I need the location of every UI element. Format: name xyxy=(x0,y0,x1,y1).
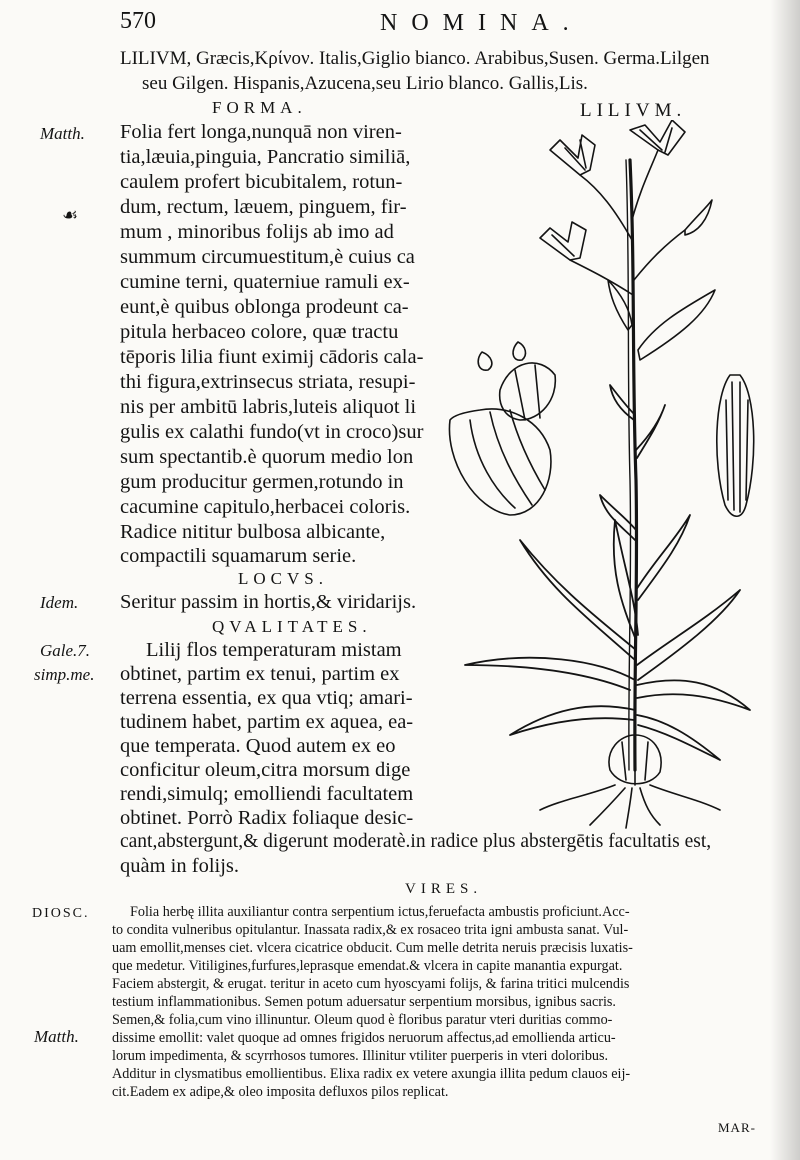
vires-line: to condita vulneribus opitulantur. Inassata radix,& ex rosaceo trita igni ambusta sanat. Vul- xyxy=(112,922,629,938)
margin-note-diosc: DIOSC. xyxy=(32,906,90,921)
seed-drawing xyxy=(478,352,492,370)
vires-heading: VIRES. xyxy=(405,881,483,897)
qualitates-line: terrena essentia, ex qua vtiq; amari- xyxy=(120,687,413,709)
vires-line: lorum impedimenta, & scyrrhosos tumores. Illinitur vtiliter puerperis in vteri doloribus. xyxy=(112,1048,609,1064)
forma-line: Radice nititur bulbosa albicante, xyxy=(120,521,386,543)
vires-line: Additur in clysmatibus emollientibus. Elixa radix ex vetere axungia illita pedum clauos eij- xyxy=(112,1066,631,1082)
petal-drawing-left xyxy=(449,363,555,515)
lily-flower xyxy=(550,135,595,175)
qualitates-heading: QVALITATES. xyxy=(212,617,372,636)
seed-drawing xyxy=(513,342,525,360)
qualitates-line: obtinet, partim ex tenui, partim ex xyxy=(120,663,400,685)
forma-line: caulem profert bicubitalem, rotun- xyxy=(120,171,403,193)
margin-note-matth: Matth. xyxy=(40,124,85,143)
locus-text: Seritur passim in hortis,& viridarijs. xyxy=(120,591,417,613)
forma-line: cumine terni, quaterniue ramuli ex- xyxy=(120,271,410,293)
forma-heading: FORMA. xyxy=(212,98,307,117)
forma-line: dum, rectum, læuem, pinguem, fir- xyxy=(120,196,407,218)
qualitates-line: tudinem habet, partim ex aquea, ea- xyxy=(120,711,414,733)
running-title: NOMINA. xyxy=(380,10,583,36)
forma-line: cacumine capitulo,herbacei coloris. xyxy=(120,496,411,518)
lily-flower xyxy=(630,120,685,155)
qualitates-line: que temperata. Quod autem ex eo xyxy=(120,735,396,757)
qualitates-line: cant,abstergunt,& digerunt moderatè.in radice plus abstergētis facultatis est, xyxy=(120,831,712,852)
forma-line: thi figura,extrinsecus striata, resupi- xyxy=(120,371,416,393)
margin-note-simp: simp.me. xyxy=(34,665,95,684)
seed-pod-drawing xyxy=(717,375,754,516)
page-number: 570 xyxy=(120,8,156,34)
qualitates-line: rendi,simulq; emolliendi facultatem xyxy=(120,783,414,805)
vires-line: Faciem abstergit, & erugat. teritur in aceto cum hyoscyami folijs, & farina tritici mulcendis xyxy=(112,976,630,992)
margin-note-idem: Idem. xyxy=(40,593,79,612)
qualitates-line: quàm in folijs. xyxy=(120,855,240,877)
locus-heading: LOCVS. xyxy=(238,569,328,588)
forma-line: tia,læuia,pinguia, Pancratio similiā, xyxy=(120,146,411,168)
margin-note-matth: Matth. xyxy=(34,1027,79,1046)
vires-line: Semen,& folia,cum vino illinuntur. Oleum quod è floribus paratur vteri duritias commo- xyxy=(112,1012,613,1028)
vires-line: uam emollit,menses ciet. vlcera cicatrice obducit. Cum melle detrita neruis præcisis luxatis- xyxy=(112,940,633,956)
forma-line: Folia fert longa,nunquā non viren- xyxy=(120,121,402,143)
lily-bulb xyxy=(540,735,720,828)
forma-line: eunt,è quibus oblonga prodeunt ca- xyxy=(120,296,409,318)
lily-leaves xyxy=(465,385,750,760)
catchword: MAR- xyxy=(718,1120,756,1135)
page-edge-shadow xyxy=(770,0,800,1160)
forma-line: gum producitur germen,rotundo in xyxy=(120,471,404,493)
forma-line: summum circumuestitum,è cuius ca xyxy=(120,246,415,268)
margin-note-galen: Gale.7. xyxy=(40,641,91,660)
vires-line: cit.Eadem ex adipe,& oleo imposita defluxos pilos replicat. xyxy=(112,1084,449,1100)
lily-bud xyxy=(685,200,712,235)
forma-line: gulis ex calathi fundo(vt in croco)sur xyxy=(120,421,424,443)
plant-names-line-1: LILIVM, Græcis,Κρίνον. Italis,Giglio bianco. Arabibus,Susen. Germa.Lilgen xyxy=(120,48,710,69)
plant-names-line-2: seu Gilgen. Hispanis,Azucena,seu Lirio blanco. Gallis,Lis. xyxy=(142,73,588,94)
forma-line: compactili squamarum serie. xyxy=(120,545,357,567)
forma-line: pitula herbaceo colore, quæ tractu xyxy=(120,321,399,343)
lily-woodcut-illustration xyxy=(440,120,760,830)
vires-line: que medetur. Vitiligines,furfures,leprasque emendat.& vlcera in capite manantia expurgat. xyxy=(112,958,623,974)
vires-line: Folia herbę illita auxiliantur contra serpentium ictus,feruefacta ambustis proficiunt.Acc- xyxy=(130,904,630,920)
plate-label: LILIVM. xyxy=(580,100,687,121)
qualitates-line: Lilij flos temperaturam mistam xyxy=(146,639,402,661)
forma-line: tēporis lilia fiunt eximij cādoris cala- xyxy=(120,346,424,368)
qualitates-line: obtinet. Porrò Radix foliaque desic- xyxy=(120,807,414,829)
lily-flower xyxy=(540,222,586,260)
vires-line: testium inflammationibus. Semen potum aduersatur serpentium morsibus, ignibus sacris. xyxy=(112,994,616,1010)
forma-line: mum , minoribus folijs ab imo ad xyxy=(120,221,394,243)
forma-line: nis per ambitū labris,luteis aliquot li xyxy=(120,396,417,418)
vires-line: dissime emollit: valet quoque ad omnes frigidos neruorum affectus,ad emollienda articu- xyxy=(112,1030,616,1046)
lily-bud xyxy=(638,290,715,360)
qualitates-line: conficitur oleum,citra morsum dige xyxy=(120,759,411,781)
fleuron-ornament: ☙ xyxy=(62,205,79,225)
forma-line: sum spectantib.è quorum medio lon xyxy=(120,446,414,468)
